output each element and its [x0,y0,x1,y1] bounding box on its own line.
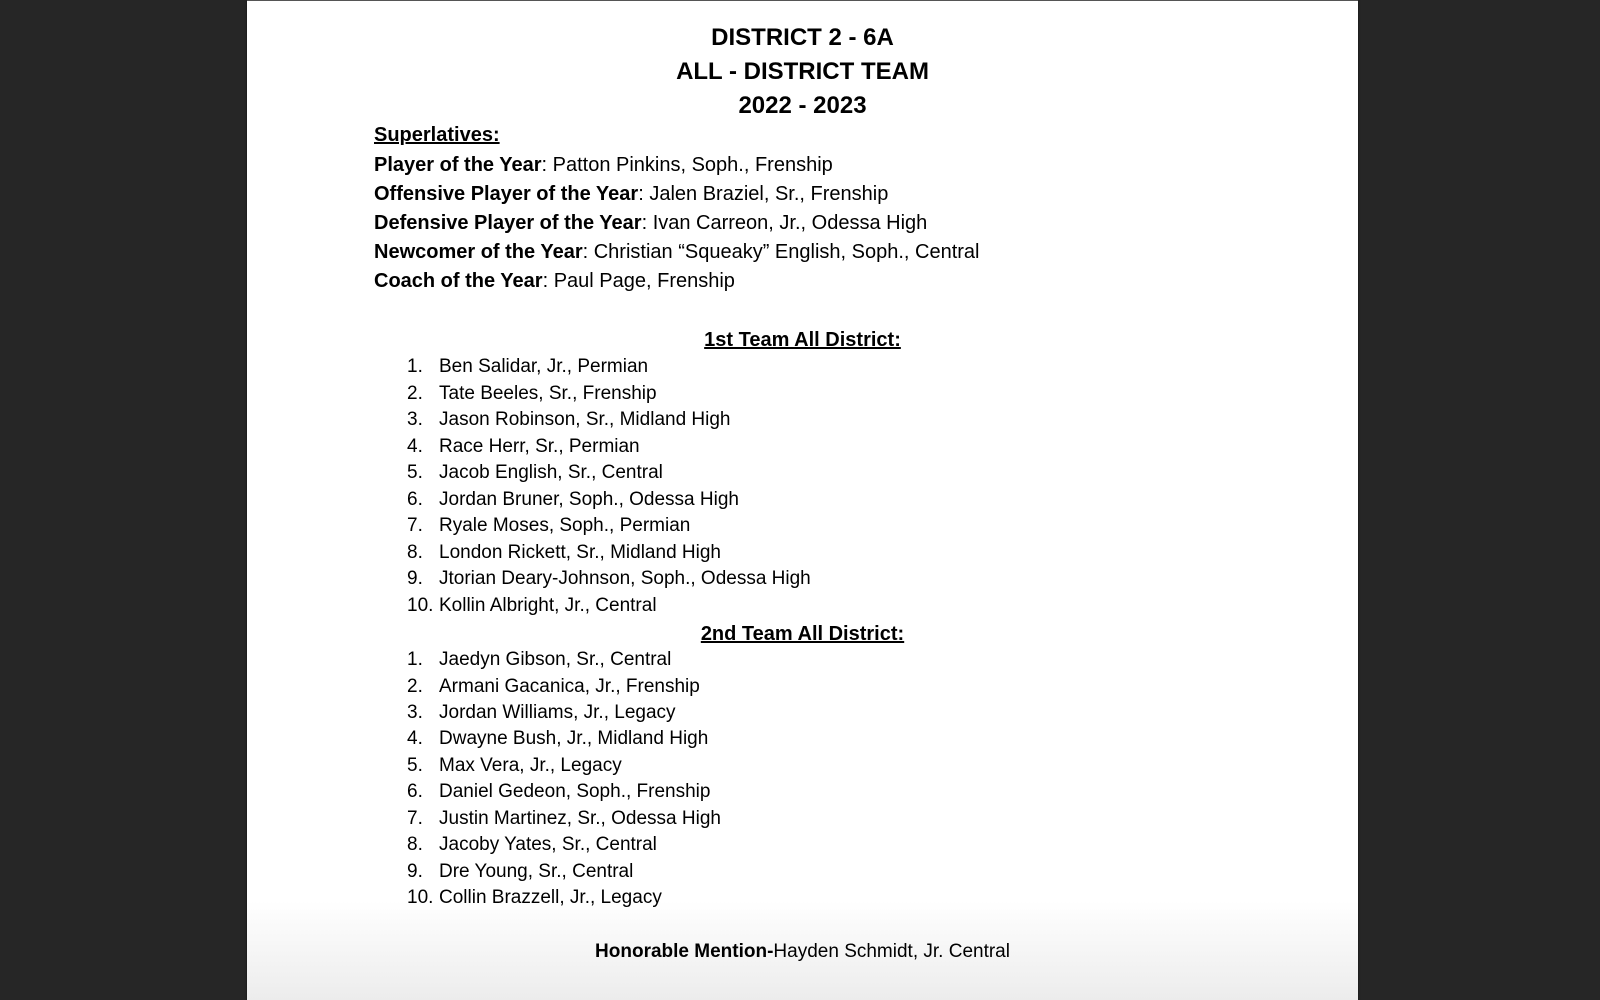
item-text: Jacoby Yates, Sr., Central [439,834,657,855]
second-team-item [407,728,708,750]
superlative-value: Paul Page, Frenship [553,270,735,292]
item-text: Max Vera, Jr., Legacy [439,755,622,776]
superlative-coach [374,269,735,293]
item-text: Jason Robinson, Sr., Midland High [439,409,731,430]
item-text: Jtorian Deary-Johnson, Soph., Odessa High [439,568,811,589]
item-text: Race Herr, Sr., Permian [439,436,640,457]
item-number: 9. [407,861,423,882]
superlative-value: Jalen Braziel, Sr., Frenship [649,183,889,205]
second-team-item [407,649,671,671]
first-team-heading: 1st Team All District: [704,329,901,351]
honorable-mention-value: Hayden Schmidt, Jr. Central [773,941,1010,962]
item-text: Dre Young, Sr., Central [439,861,634,882]
second-team-item [407,755,622,777]
superlative-label: Player of the Year [374,154,542,176]
second-team-item [407,676,700,698]
first-team-item [407,409,731,431]
item-number: 9. [407,568,423,589]
superlative-sep: : [541,154,553,176]
item-text: Ben Salidar, Jr., Permian [439,356,649,377]
superlative-newcomer [374,240,979,264]
superlative-sep: : [641,212,653,234]
first-team-item [407,436,640,458]
item-text: Ryale Moses, Soph., Permian [439,515,691,536]
item-number: 3. [407,702,423,723]
superlatives-heading: Superlatives: [374,124,500,146]
document-page [247,0,1358,1000]
superlative-sep: : [542,270,554,292]
item-text: Daniel Gedeon, Soph., Frenship [439,781,711,802]
item-number: 2. [407,676,423,697]
item-number: 6. [407,781,423,802]
item-number: 4. [407,436,423,457]
second-team-item [407,781,710,803]
item-text: Jordan Williams, Jr., Legacy [439,702,676,723]
item-number: 5. [407,755,423,776]
item-text: Kollin Albright, Jr., Central [439,595,657,616]
item-text: Armani Gacanica, Jr., Frenship [439,676,700,697]
item-number: 10. [407,595,434,616]
item-text: Collin Brazzell, Jr., Legacy [439,887,662,908]
item-number: 2. [407,383,423,404]
title-season: 2022 - 2023 [738,92,867,119]
first-team-item [407,462,663,484]
honorable-mention-label: Honorable Mention- [595,941,774,962]
item-number: 8. [407,834,423,855]
item-number: 1. [407,649,423,670]
item-number: 7. [407,808,423,829]
item-number: 10. [407,887,434,908]
superlative-offensive-player [374,182,888,206]
first-team-item [407,595,657,617]
superlative-value: Christian “Squeaky” English, Soph., Central [593,241,980,263]
title-district: DISTRICT 2 - 6A [711,24,894,51]
second-team-item [407,702,676,724]
superlative-player-of-year [374,153,833,177]
first-team-item [407,383,657,405]
second-team-item [407,834,657,856]
first-team-item [407,542,721,564]
item-text: Dwayne Bush, Jr., Midland High [439,728,709,749]
superlative-value: Patton Pinkins, Soph., Frenship [552,154,833,176]
first-team-item [407,489,739,511]
honorable-mention [247,941,1358,963]
item-text: Jordan Bruner, Soph., Odessa High [439,489,739,510]
superlative-label: Newcomer of the Year [374,241,583,263]
superlative-value: Ivan Carreon, Jr., Odessa High [652,212,928,234]
item-text: Tate Beeles, Sr., Frenship [439,383,657,404]
superlative-label: Defensive Player of the Year [374,212,642,234]
superlative-sep: : [582,241,594,263]
item-text: London Rickett, Sr., Midland High [439,542,721,563]
superlative-sep: : [638,183,650,205]
item-text: Justin Martinez, Sr., Odessa High [439,808,721,829]
item-number: 3. [407,409,423,430]
item-number: 4. [407,728,423,749]
first-team-item [407,515,690,537]
superlative-defensive-player [374,211,927,235]
title-all-district-team: ALL - DISTRICT TEAM [676,58,929,85]
item-text: Jacob English, Sr., Central [439,462,663,483]
superlative-label: Coach of the Year [374,270,543,292]
item-number: 6. [407,489,423,510]
second-team-item [407,887,662,909]
second-team-item [407,861,633,883]
item-number: 5. [407,462,423,483]
first-team-item [407,356,648,378]
first-team-item [407,568,811,590]
second-team-heading: 2nd Team All District: [700,623,905,645]
superlative-label: Offensive Player of the Year [374,183,639,205]
second-team-item [407,808,721,830]
item-number: 7. [407,515,423,536]
item-number: 1. [407,356,423,377]
item-text: Jaedyn Gibson, Sr., Central [439,649,672,670]
item-number: 8. [407,542,423,563]
